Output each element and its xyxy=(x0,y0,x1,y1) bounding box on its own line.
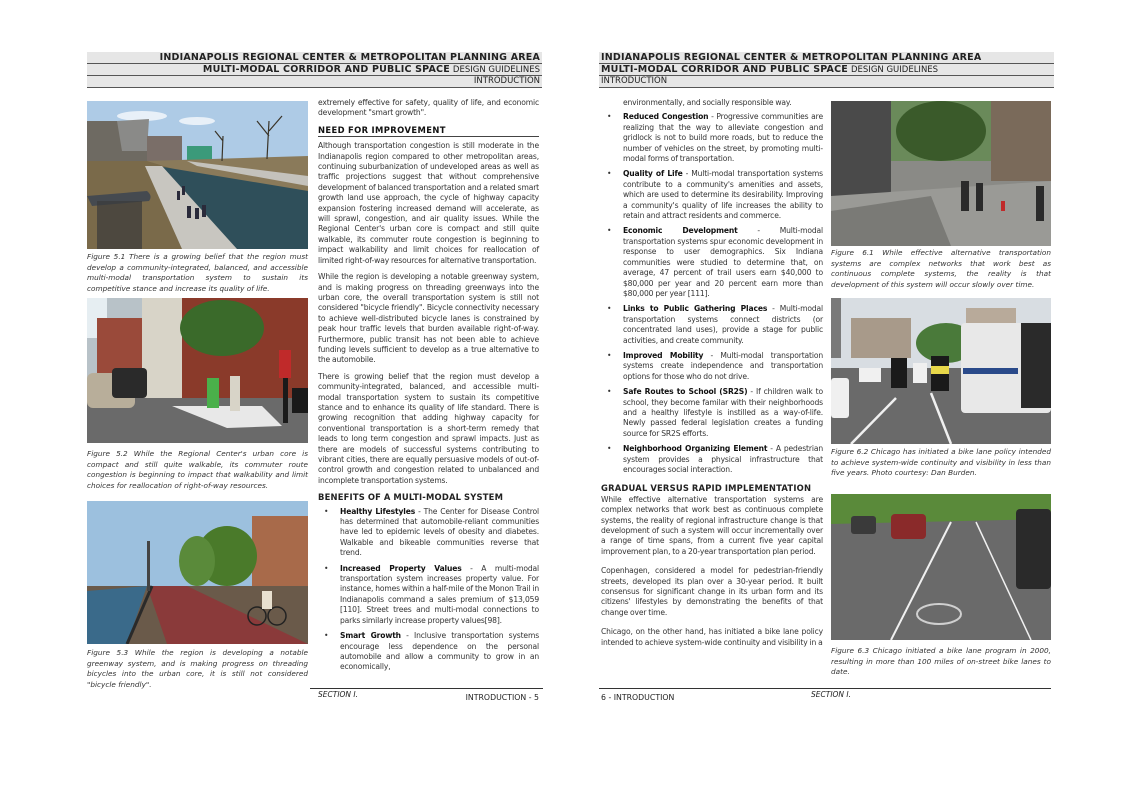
list-item xyxy=(318,631,539,673)
header-subtitle xyxy=(87,64,542,76)
header-subtitle-bold: MULTI-MODAL CORRIDOR AND PUBLIC SPACE xyxy=(601,64,848,75)
paragraph: There is growing belief that the region must develop a community-integrated, balanced, and accessible multi-modal transportation system to sustain its competitive stance and to enhance its quality of life standard. There is growing recognition that adding highway capacity for conventional transportation is a short-term remedy that leads to long term congestion and sprawl impacts. Just as there are models of successful systems contributing to vibrant cities, there are equally persuasive models of out-of-control growth and congestion related to unbalanced and incomplete transportation systems. xyxy=(318,371,539,485)
paragraph: Although transportation congestion is still moderate in the Indianapolis region compared to other metropolitan areas, continuing suburbanization of undeveloped areas as well as traffic projections suggest that without comprehensive development of balanced transportation and a related smart growth land use approach, the cycle of highway capacity expansion fostering increased demand will accelerate, as will sprawl, congestion, and air quality issues. While the Regional Center's urban core is compact and still quite walkable, its commuter route congestion is beginning to impact walkability and limit choices for reallocation of limited right-of-way resources for alternative transportation. xyxy=(318,141,539,265)
paragraph: While effective alternative transportation systems are complex networks that work best as continuous complete systems, the reality of regional infrastructure change is that development of such a system will occur incrementally over a range of time spans, from a current five year capital improvement plan, to a 20-year transportation plan period. xyxy=(601,494,823,556)
list-item xyxy=(601,226,823,299)
list-item xyxy=(601,169,823,221)
footer-page-number: INTRODUCTION - 5 xyxy=(465,693,539,702)
right-page xyxy=(561,0,1123,794)
footer-section: SECTION I. xyxy=(811,690,852,699)
figure-6-3-photo xyxy=(831,494,1051,640)
bullet-text: - Multi-modal transportation systems connect districts (or concentrated land uses), provide a stage for public activities, and create community. xyxy=(623,304,823,345)
header-title: INDIANAPOLIS REGIONAL CENTER & METROPOLITAN PLANNING AREA xyxy=(87,52,542,64)
section-heading-implementation: GRADUAL VERSUS RAPID IMPLEMENTATION xyxy=(601,483,812,494)
figure-6-1-photo xyxy=(831,101,1051,246)
header-subtitle xyxy=(599,64,1054,76)
section-heading-need: NEED FOR IMPROVEMENT xyxy=(318,125,539,137)
list-item xyxy=(601,387,823,439)
bullet-continuation: environmentally, and socially responsible way. xyxy=(623,98,792,107)
figure-6-2-caption: Figure 6.2 Chicago has initiated a bike lane policy intended to achieve system-wide continuity and visibility in less than five years. Photo courtesy: Dan Burden. xyxy=(831,447,1051,477)
bullet-term: Neighborhood Organizing Element xyxy=(623,444,768,454)
header-subtitle-bold: MULTI-MODAL CORRIDOR AND PUBLIC SPACE xyxy=(202,64,450,75)
bullet-term: Increased Property Values xyxy=(340,563,462,573)
bullet-term: Smart Growth xyxy=(340,631,401,641)
figure-6-1-caption: Figure 6.1 While effective alternative transportation systems are complex networks that work best as continuous complete systems, the reality is that development of this system will occur slowly over time. xyxy=(831,248,1051,289)
left-text-column xyxy=(318,98,539,678)
figure-6-2-photo xyxy=(831,298,1051,444)
bullet-term: Improved Mobility xyxy=(623,350,704,360)
left-footer xyxy=(310,688,543,705)
bullet-term: Economic Development xyxy=(623,226,738,236)
bullet-text: - Multi-modal transportation systems contribute to a community's amenities and assets, which are used to determine its desirability. Improving a community's quality of life increases the ability to retain and attract residents and commerce. xyxy=(623,169,823,221)
figure-5-3-photo xyxy=(87,501,308,644)
header-chapter: INTRODUCTION xyxy=(87,76,542,88)
bullet-text: - Inclusive transportation systems encourage less dependence on the personal automobile and allow a community to grow in an economically, xyxy=(340,631,539,672)
header-chapter: INTRODUCTION xyxy=(599,76,1054,88)
figure-5-3-caption: Figure 5.3 While the region is developing a notable greenway system, and is making progress on threading bicycles into the urban core, it is still not considered "bicycle friendly". xyxy=(87,648,308,689)
figure-5-2-photo xyxy=(87,298,308,443)
list-item xyxy=(601,112,823,164)
footer-page-number: 6 - INTRODUCTION xyxy=(601,693,675,702)
list-item xyxy=(318,564,539,626)
bullet-term: Healthy Lifestyles xyxy=(340,506,416,516)
paragraph: Copenhagen, considered a model for pedestrian-friendly streets, developed its plan over a 30-year period. It built consensus for significant change in its urban form and its citizens' lifestyles by demonstrating the benefits of that change over time. xyxy=(601,566,823,617)
benefits-list xyxy=(318,507,539,673)
header-subtitle-light: DESIGN GUIDELINES xyxy=(851,65,939,75)
header-subtitle-light: DESIGN GUIDELINES xyxy=(452,65,540,75)
figure-5-2-caption: Figure 5.2 While the Regional Center's urban core is compact and still quite walkable, its commuter route congestion is beginning to impact that walkability and limit choices for reallocation of right-of-way resources. xyxy=(87,449,308,490)
bullet-text: - Multi-modal transportation systems spur economic development in response to user demographics. Six Indiana communities were studied to determine that, on average, 47 percent of trail users earn $40,000 to $80,000 per year and 20 percent earn more than $80,000 per year [111]. xyxy=(623,226,823,298)
figure-6-3-caption: Figure 6.3 Chicago initiated a bike lane program in 2000, resulting in more than 100 miles of on-street bike lanes to date. xyxy=(831,646,1051,676)
bullet-text: - A multi-modal transportation system increases property value. For instance, homes within a half-mile of the Monon Trail in Indianapolis command a sales premium of $13,059 [110]. Street trees and multi-modal connections to parks similarly increase property values[98]. xyxy=(340,563,539,625)
paragraph: Chicago, on the other hand, has initiated a bike lane policy intended to achieve system-wide continuity and visibility in a xyxy=(601,627,823,647)
list-item xyxy=(601,444,823,475)
bullet-term: Links to Public Gathering Places xyxy=(623,304,768,314)
bullet-text: - If children walk to school, they become familar with their neighborhoods and a healthy lifestyle is instilled as a way-of-life. Newly passed federal legislation creates a funding source for SR2S efforts. xyxy=(623,387,823,438)
paragraph: While the region is developing a notable greenway system, and is making progress on threading greenways into the urban core, the overall transportation system is still not considered "bicycle friendly". Bicycle connectivity necessary to achieve well-distributed bicycle lanes is constrained by peak hour traffic levels that burden available right-of-way. Furthermore, public transit has not been able to achieve funding levels sufficient to develop as a true alternative to the automobile. xyxy=(318,272,539,365)
right-text-column xyxy=(601,98,823,654)
list-item xyxy=(601,304,823,346)
figure-5-1-photo xyxy=(87,101,308,249)
benefits-list-continued xyxy=(601,112,823,475)
bullet-term: Safe Routes to School (SR2S) xyxy=(623,387,748,397)
bullet-term: Quality of Life xyxy=(623,169,683,179)
bullet-text: - The Center for Disease Control has determined that automobile-reliant communities have led to epidemic levels of obesity and diabetes. Walkable and bikeable communities reverse that trend. xyxy=(340,506,539,558)
figure-5-1-caption: Figure 5.1 There is a growing belief that the region must develop a community-integrated, balanced, and accessible multi-modal transportation system to sustain its competitive stance and increase its quality of life. xyxy=(87,252,308,293)
running-header xyxy=(87,52,542,88)
left-page xyxy=(0,0,561,794)
footer-section: SECTION I. xyxy=(318,690,359,699)
bullet-text: - A pedestrian system provides a physical infrastructure that encourages social interaction. xyxy=(623,444,823,474)
right-footer xyxy=(599,688,1051,705)
bullet-term: Reduced Congestion xyxy=(623,112,709,122)
section-heading-benefits: BENEFITS OF A MULTI-MODAL SYSTEM xyxy=(318,492,504,503)
running-header xyxy=(599,52,1054,88)
bullet-text: - Multi-modal transportation systems create independence and transportation options for those who do not drive. xyxy=(623,350,823,381)
list-item xyxy=(601,351,823,382)
header-title: INDIANAPOLIS REGIONAL CENTER & METROPOLITAN PLANNING AREA xyxy=(599,52,1054,64)
list-item xyxy=(318,507,539,559)
bullet-text: - Progressive communities are realizing that the way to alleviate congestion and gridlock is not to build more roads, but to reduce the number of vehicles on the street, by promoting multi-modal forms of transportation. xyxy=(623,112,823,164)
intro-fragment: extremely effective for safety, quality of life, and economic development "smart growth". xyxy=(318,98,539,118)
